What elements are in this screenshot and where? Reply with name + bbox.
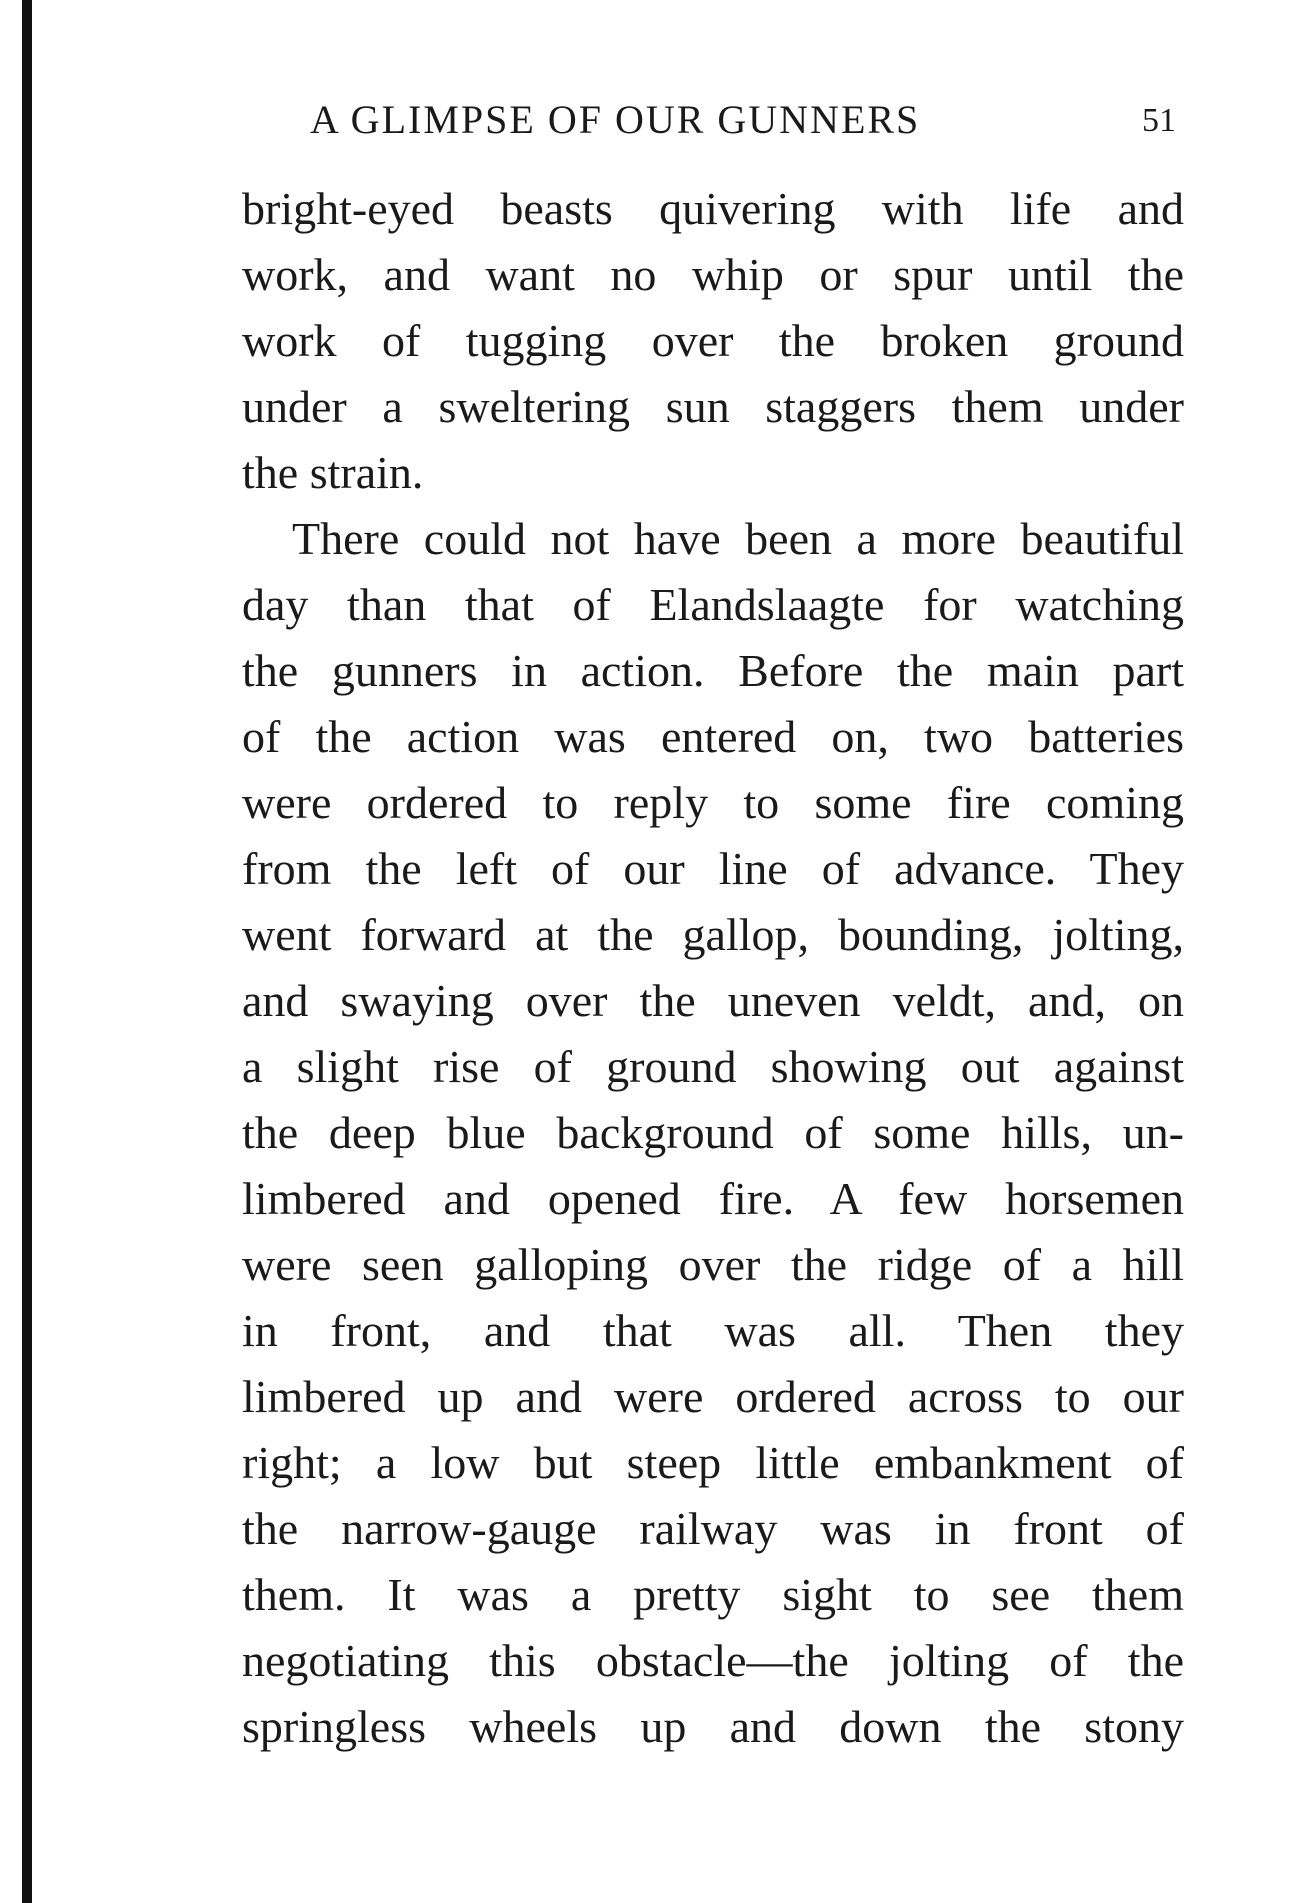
binding-edge <box>22 0 32 1903</box>
text-line: them. It was a pretty sight to see them <box>242 1569 1184 1620</box>
text-line: and swaying over the uneven veldt, and, on <box>242 975 1184 1026</box>
text-line: the narrow-gauge railway was in front of <box>242 1503 1184 1554</box>
text-line: work, and want no whip or spur until the <box>242 249 1184 300</box>
text-line: were ordered to reply to some fire coming <box>242 777 1184 828</box>
text-line: a slight rise of ground showing out against <box>242 1041 1184 1092</box>
body-text <box>242 176 1184 1760</box>
text-line: went forward at the gallop, bounding, jolting, <box>242 909 1184 960</box>
text-line: the gunners in action. Before the main part <box>242 645 1184 696</box>
text-line: day than that of Elandslaagte for watching <box>242 579 1184 630</box>
text-line: limbered and opened fire. A few horsemen <box>242 1173 1184 1224</box>
text-line: the strain. <box>242 447 424 498</box>
text-line: work of tugging over the broken ground <box>242 315 1184 366</box>
paragraph <box>242 506 1184 1760</box>
text-line: the deep blue background of some hills, un- <box>242 1107 1184 1158</box>
text-line: from the left of our line of advance. They <box>242 843 1184 894</box>
text-line: right; a low but steep little embankment of <box>242 1437 1184 1488</box>
text-line: of the action was entered on, two batteries <box>242 711 1184 762</box>
text-line: under a sweltering sun staggers them under <box>242 381 1184 432</box>
running-title: A GLIMPSE OF OUR GUNNERS <box>310 97 921 142</box>
paragraph <box>242 176 1184 506</box>
text-line: There could not have been a more beautiful <box>292 513 1184 564</box>
text-line: were seen galloping over the ridge of a hill <box>242 1239 1184 1290</box>
text-line: bright-eyed beasts quivering with life and <box>242 183 1184 234</box>
text-line: springless wheels up and down the stony <box>242 1701 1184 1752</box>
text-line: in front, and that was all. Then they <box>242 1305 1184 1356</box>
page-number: 51 <box>1142 102 1176 139</box>
text-line: negotiating this obstacle—the jolting of the <box>242 1635 1184 1686</box>
text-line: limbered up and were ordered across to our <box>242 1371 1184 1422</box>
running-head <box>310 96 1190 152</box>
